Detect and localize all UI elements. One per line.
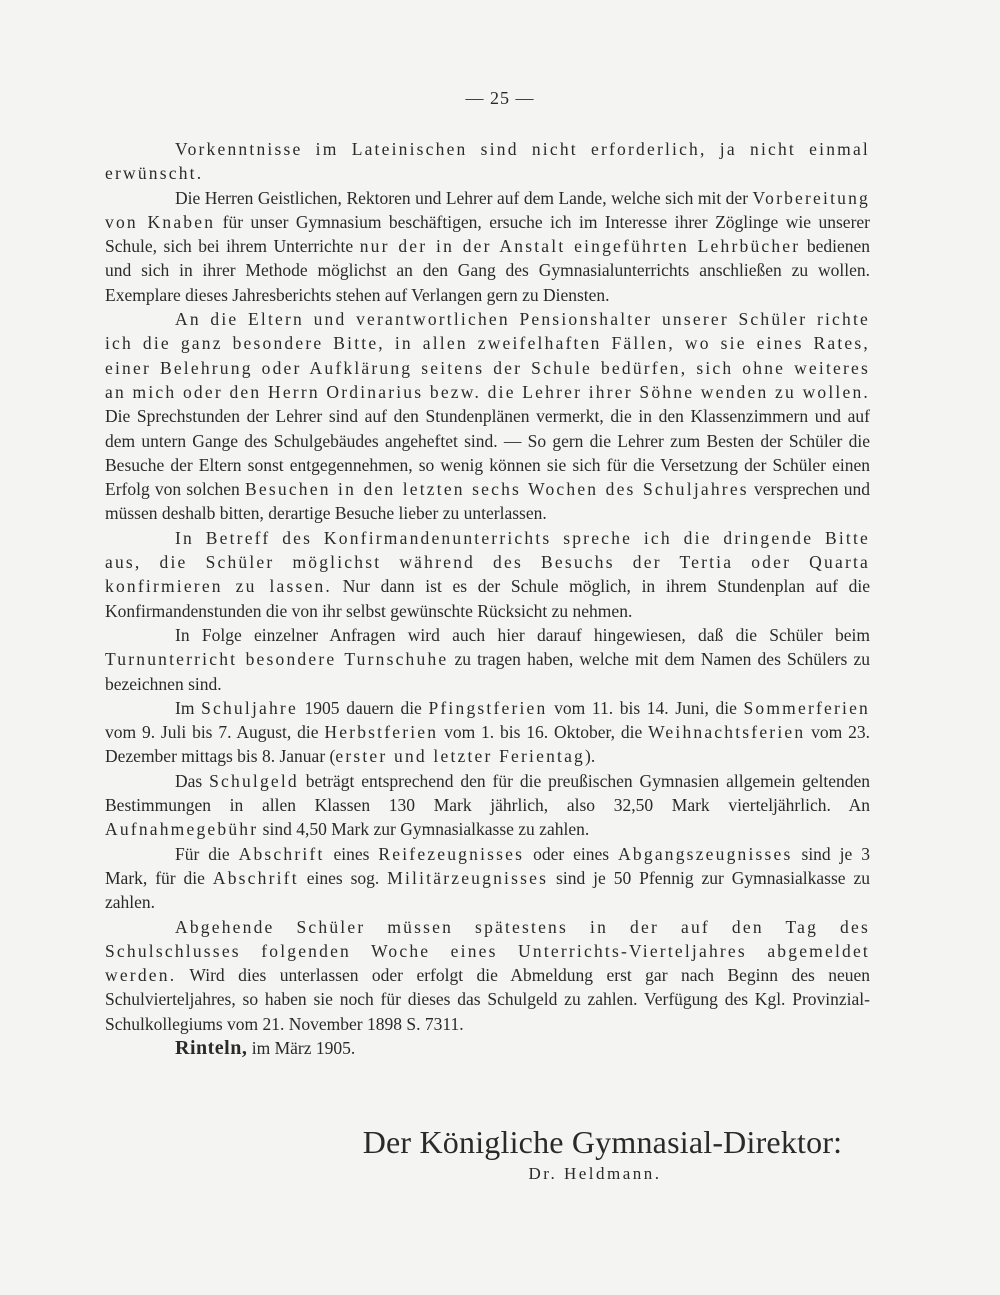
- text: In Folge einzelner Anfragen wird auch hier darauf hingewiesen, daß die Schüler beim: [175, 624, 870, 645]
- text-spaced: Schulgeld: [209, 770, 299, 791]
- place-date-line: [105, 1036, 870, 1060]
- text: Nur dann ist es der Schule möglich, in ihrem Stundenplan auf die Konfirmandenstunden die von ihr selbst gewünschte Rücksicht zu nehmen.: [105, 576, 870, 621]
- text: sind je 50 Pfennig zur Gymnasialkasse zu zahlen.: [105, 867, 870, 913]
- text-spaced: Abschrift: [212, 867, 299, 888]
- paragraph-prerequisites: [105, 137, 870, 186]
- text-spaced: Abgangszeugnisses: [618, 843, 793, 864]
- paragraph-gym-shoes: [105, 623, 870, 696]
- text-spaced: Abschrift: [238, 843, 325, 864]
- text: vom 9. Juli bis 7. August, die: [105, 722, 325, 743]
- paragraph-holidays: [105, 696, 870, 769]
- text: vom 11. bis 14. Juni, die: [547, 697, 744, 718]
- text-spaced: Besuchen in den letzten sechs Wochen des Schuljahres: [245, 479, 749, 500]
- text-spaced: nur der in der Anstalt eingeführten Lehrbücher: [359, 236, 801, 257]
- text: Wird dies unterlassen oder erfolgt die Abmeldung erst gar nach Beginn des neuen Schulvierteljahres, so haben sie noch für dieses das Schulgeld zu zahlen. Verfügung des Kgl. Provinzial-Schulkollegiums vom 21. November 1898 S. 7311.: [105, 965, 870, 1034]
- text-spaced: Militärzeugnisses: [387, 867, 549, 888]
- page-number: — 25 —: [465, 88, 535, 108]
- text-spaced: Herbstferien: [324, 722, 439, 743]
- text-spaced: erster und letzter Ferientag: [335, 746, 585, 767]
- text-spaced: Aufnahmegebühr: [105, 819, 259, 840]
- text: Die Sprechstunden der Lehrer sind auf den Stundenplänen vermerkt, die in den Klassenzimmern und auf dem untern Gange des Schulgebäudes angeheftet sind. — So gern die Lehrer zum Besten der Schüler die Besuche der Eltern sonst entgegennehmen, so wenig können sie sich für die Versetzung der Schüler einen Erfolg von solchen: [105, 406, 870, 500]
- text: ).: [585, 746, 596, 767]
- paragraph-deregistration: [105, 915, 870, 1036]
- date-text: im März 1905.: [247, 1037, 356, 1058]
- text: oder eines: [524, 843, 619, 864]
- text: vom 23. Dezember mittags bis 8. Januar (: [105, 722, 870, 767]
- text: beträgt entsprechend den für die preußischen Gymnasien allgemein geltenden Bestimmungen in allen Klassen 130 Mark jährlich, also 32,50 Mark vierteljährlich. An: [105, 770, 870, 816]
- text: Das: [175, 770, 210, 791]
- text: Für die: [175, 843, 239, 864]
- text-spaced: Schuljahre: [201, 697, 298, 718]
- paragraph-school-fees: [105, 769, 870, 842]
- text: versprechen und müssen deshalb bitten, derartige Besuche lieber zu unterlassen.: [105, 479, 870, 524]
- text: eines: [324, 843, 379, 864]
- text-spaced: In Betreff des Konfirmandenunterrichts spreche ich die dringende Bitte aus, die Schüler möglichst während des Besuchs der Tertia oder Quarta konfirmieren zu lassen.: [105, 527, 870, 597]
- paragraph-confirmation: [105, 526, 870, 623]
- text-spaced: Turnunterricht besondere Turnschuhe: [105, 649, 449, 670]
- text-spaced: Pfingstferien: [428, 697, 548, 718]
- text: 1905 dauern die: [297, 697, 429, 718]
- paragraph-parents-request: [105, 307, 870, 526]
- text-spaced: Reifezeugnisses: [378, 843, 525, 864]
- paragraph-teachers-request: [105, 186, 870, 307]
- text: Im: [175, 697, 202, 718]
- text-spaced: Vorkenntnisse im Lateinischen sind nicht erforderlich, ja nicht einmal erwünscht.: [105, 139, 870, 184]
- signature-name: Dr. Heldmann.: [528, 1164, 662, 1183]
- text: bedienen und sich in ihrer Methode möglichst an den Gang des Gymnasialunterrichts anschließen zu wollen. Exemplare dieses Jahresberichts stehen auf Verlangen gern zu Diensten.: [105, 236, 870, 305]
- text-spaced: Sommerferien: [743, 697, 870, 718]
- text-spaced: Abgehende Schüler müssen spätestens in der auf den Tag des Schulschlusses folgenden Woche eines Unterrichts-Vierteljahres abgemeldet werden.: [105, 916, 870, 986]
- text: eines sog.: [298, 867, 388, 888]
- body-text: [105, 137, 870, 1060]
- text-spaced: Weihnachtsferien: [648, 722, 806, 743]
- text: vom 1. bis 16. Oktober, die: [438, 722, 649, 743]
- text: Die Herren Geistlichen, Rektoren und Lehrer auf dem Lande, welche sich mit der: [175, 187, 753, 208]
- text: für unser Gymnasium beschäftigen, ersuche ich im Interesse ihrer Zöglinge wie unserer Schule, sich bei ihrem Unterrichte: [105, 211, 870, 257]
- paragraph-certificates: [105, 842, 870, 915]
- place-name: Rinteln,: [175, 1036, 248, 1059]
- text: sind 4,50 Mark zur Gymnasialkasse zu zahlen.: [258, 819, 590, 840]
- text-spaced: An die Eltern und verantwortlichen Pensionshalter unserer Schüler richte ich die ganz besondere Bitte, in allen zweifelhaften Fällen, wo sie eines Rates, einer Belehrung oder Aufklärung seitens der Schule bedürfen, sich ohne weiteres an mich oder den Herrn Ordinarius bezw. die Lehrer ihrer Söhne wenden zu wollen.: [105, 309, 870, 402]
- text: sind je 3 Mark, für die: [105, 843, 870, 888]
- text-spaced: Vorbereitung von Knaben: [105, 187, 870, 232]
- text: zu tragen haben, welche mit dem Namen des Schülers zu bezeichnen sind.: [105, 649, 870, 694]
- signature-title: Der Königliche Gymnasial-Direktor:: [362, 1124, 843, 1160]
